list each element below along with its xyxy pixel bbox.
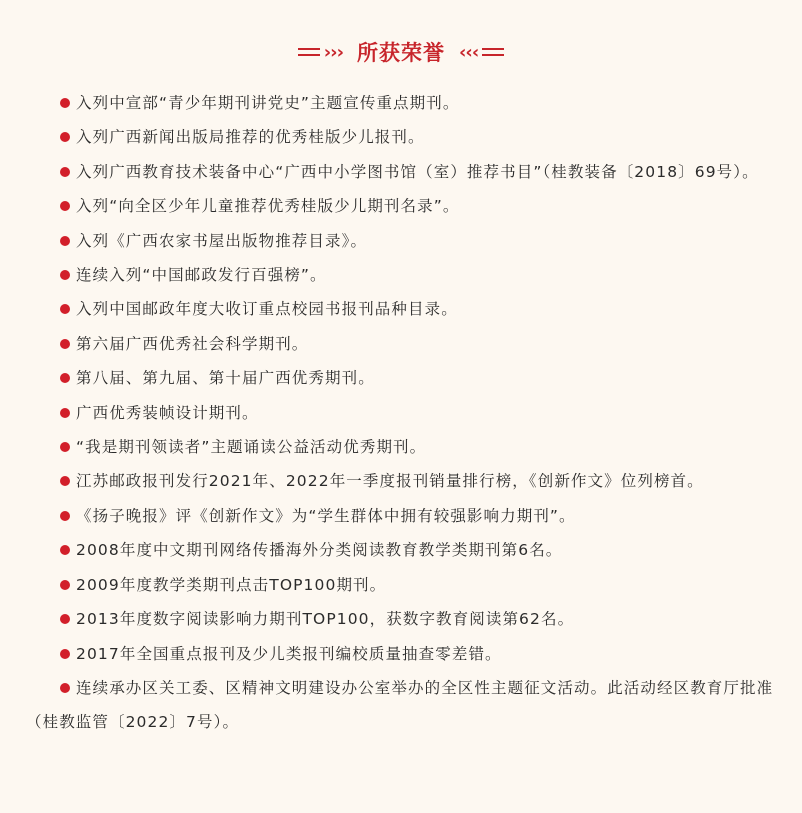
bullet-dot-icon <box>60 167 70 177</box>
bullet-dot-icon <box>60 476 70 486</box>
bullet-dot-icon <box>60 580 70 590</box>
list-item: 入列“向全区少年儿童推荐优秀桂版少儿期刊名录”。 <box>26 189 782 223</box>
list-item: 入列中宣部“青少年期刊讲党史”主题宣传重点期刊。 <box>26 86 782 120</box>
list-item: 2009年度教学类期刊点击TOP100期刊。 <box>26 568 782 602</box>
list-item: “我是期刊领读者”主题诵读公益活动优秀期刊。 <box>26 430 782 464</box>
list-item: 入列中国邮政年度大收订重点校园书报刊品种目录。 <box>26 292 782 326</box>
list-item: 广西优秀装帧设计期刊。 <box>26 396 782 430</box>
list-item: 2017年全国重点报刊及少儿类报刊编校质量抽查零差错。 <box>26 637 782 671</box>
list-item: 连续入列“中国邮政发行百强榜”。 <box>26 258 782 292</box>
list-item: 入列广西新闻出版局推荐的优秀桂版少儿报刊。 <box>26 120 782 154</box>
list-item: 第六届广西优秀社会科学期刊。 <box>26 327 782 361</box>
left-arrows-icon: ‹‹‹ <box>459 41 479 63</box>
bullet-dot-icon <box>60 98 70 108</box>
double-line-icon <box>298 46 320 58</box>
header-decoration-right <box>459 42 508 63</box>
bullet-dot-icon <box>60 339 70 349</box>
bullet-dot-icon <box>60 201 70 211</box>
list-item: 第八届、第九届、第十届广西优秀期刊。 <box>26 361 782 395</box>
bullet-dot-icon <box>60 511 70 521</box>
bullet-dot-icon <box>60 304 70 314</box>
list-item: 江苏邮政报刊发行2021年、2022年一季度报刊销量排行榜，《创新作文》位列榜首。 <box>26 464 782 498</box>
list-item: 入列广西教育技术装备中心“广西中小学图书馆（室）推荐书目”（桂教装备〔2018〕69号）。 <box>26 155 782 189</box>
bullet-dot-icon <box>60 236 70 246</box>
section-header <box>0 34 802 70</box>
bullet-dot-icon <box>60 270 70 280</box>
header-decoration-left <box>294 42 343 63</box>
bullet-dot-icon <box>60 614 70 624</box>
list-item: 2013年度数字阅读影响力期刊TOP100，获数字教育阅读第62名。 <box>26 602 782 636</box>
bullet-dot-icon <box>60 649 70 659</box>
list-item: 《扬子晚报》评《创新作文》为“学生群体中拥有较强影响力期刊”。 <box>26 499 782 533</box>
list-item: 2008年度中文期刊网络传播海外分类阅读教育教学类期刊第6名。 <box>26 533 782 567</box>
bullet-dot-icon <box>60 683 70 693</box>
list-item: 连续承办区关工委、区精神文明建设办公室举办的全区性主题征文活动。此活动经区教育厅批准（桂教监管〔2022〕7号）。 <box>26 678 774 732</box>
bullet-dot-icon <box>60 373 70 383</box>
page-title: 所获荣誉 <box>357 41 445 65</box>
honors-list <box>26 86 782 740</box>
bullet-dot-icon <box>60 442 70 452</box>
double-line-icon <box>482 46 504 58</box>
bullet-dot-icon <box>60 408 70 418</box>
list-item: 入列《广西农家书屋出版物推荐目录》。 <box>26 224 782 258</box>
right-arrows-icon: ››› <box>323 41 343 63</box>
bullet-dot-icon <box>60 132 70 142</box>
bullet-dot-icon <box>60 545 70 555</box>
